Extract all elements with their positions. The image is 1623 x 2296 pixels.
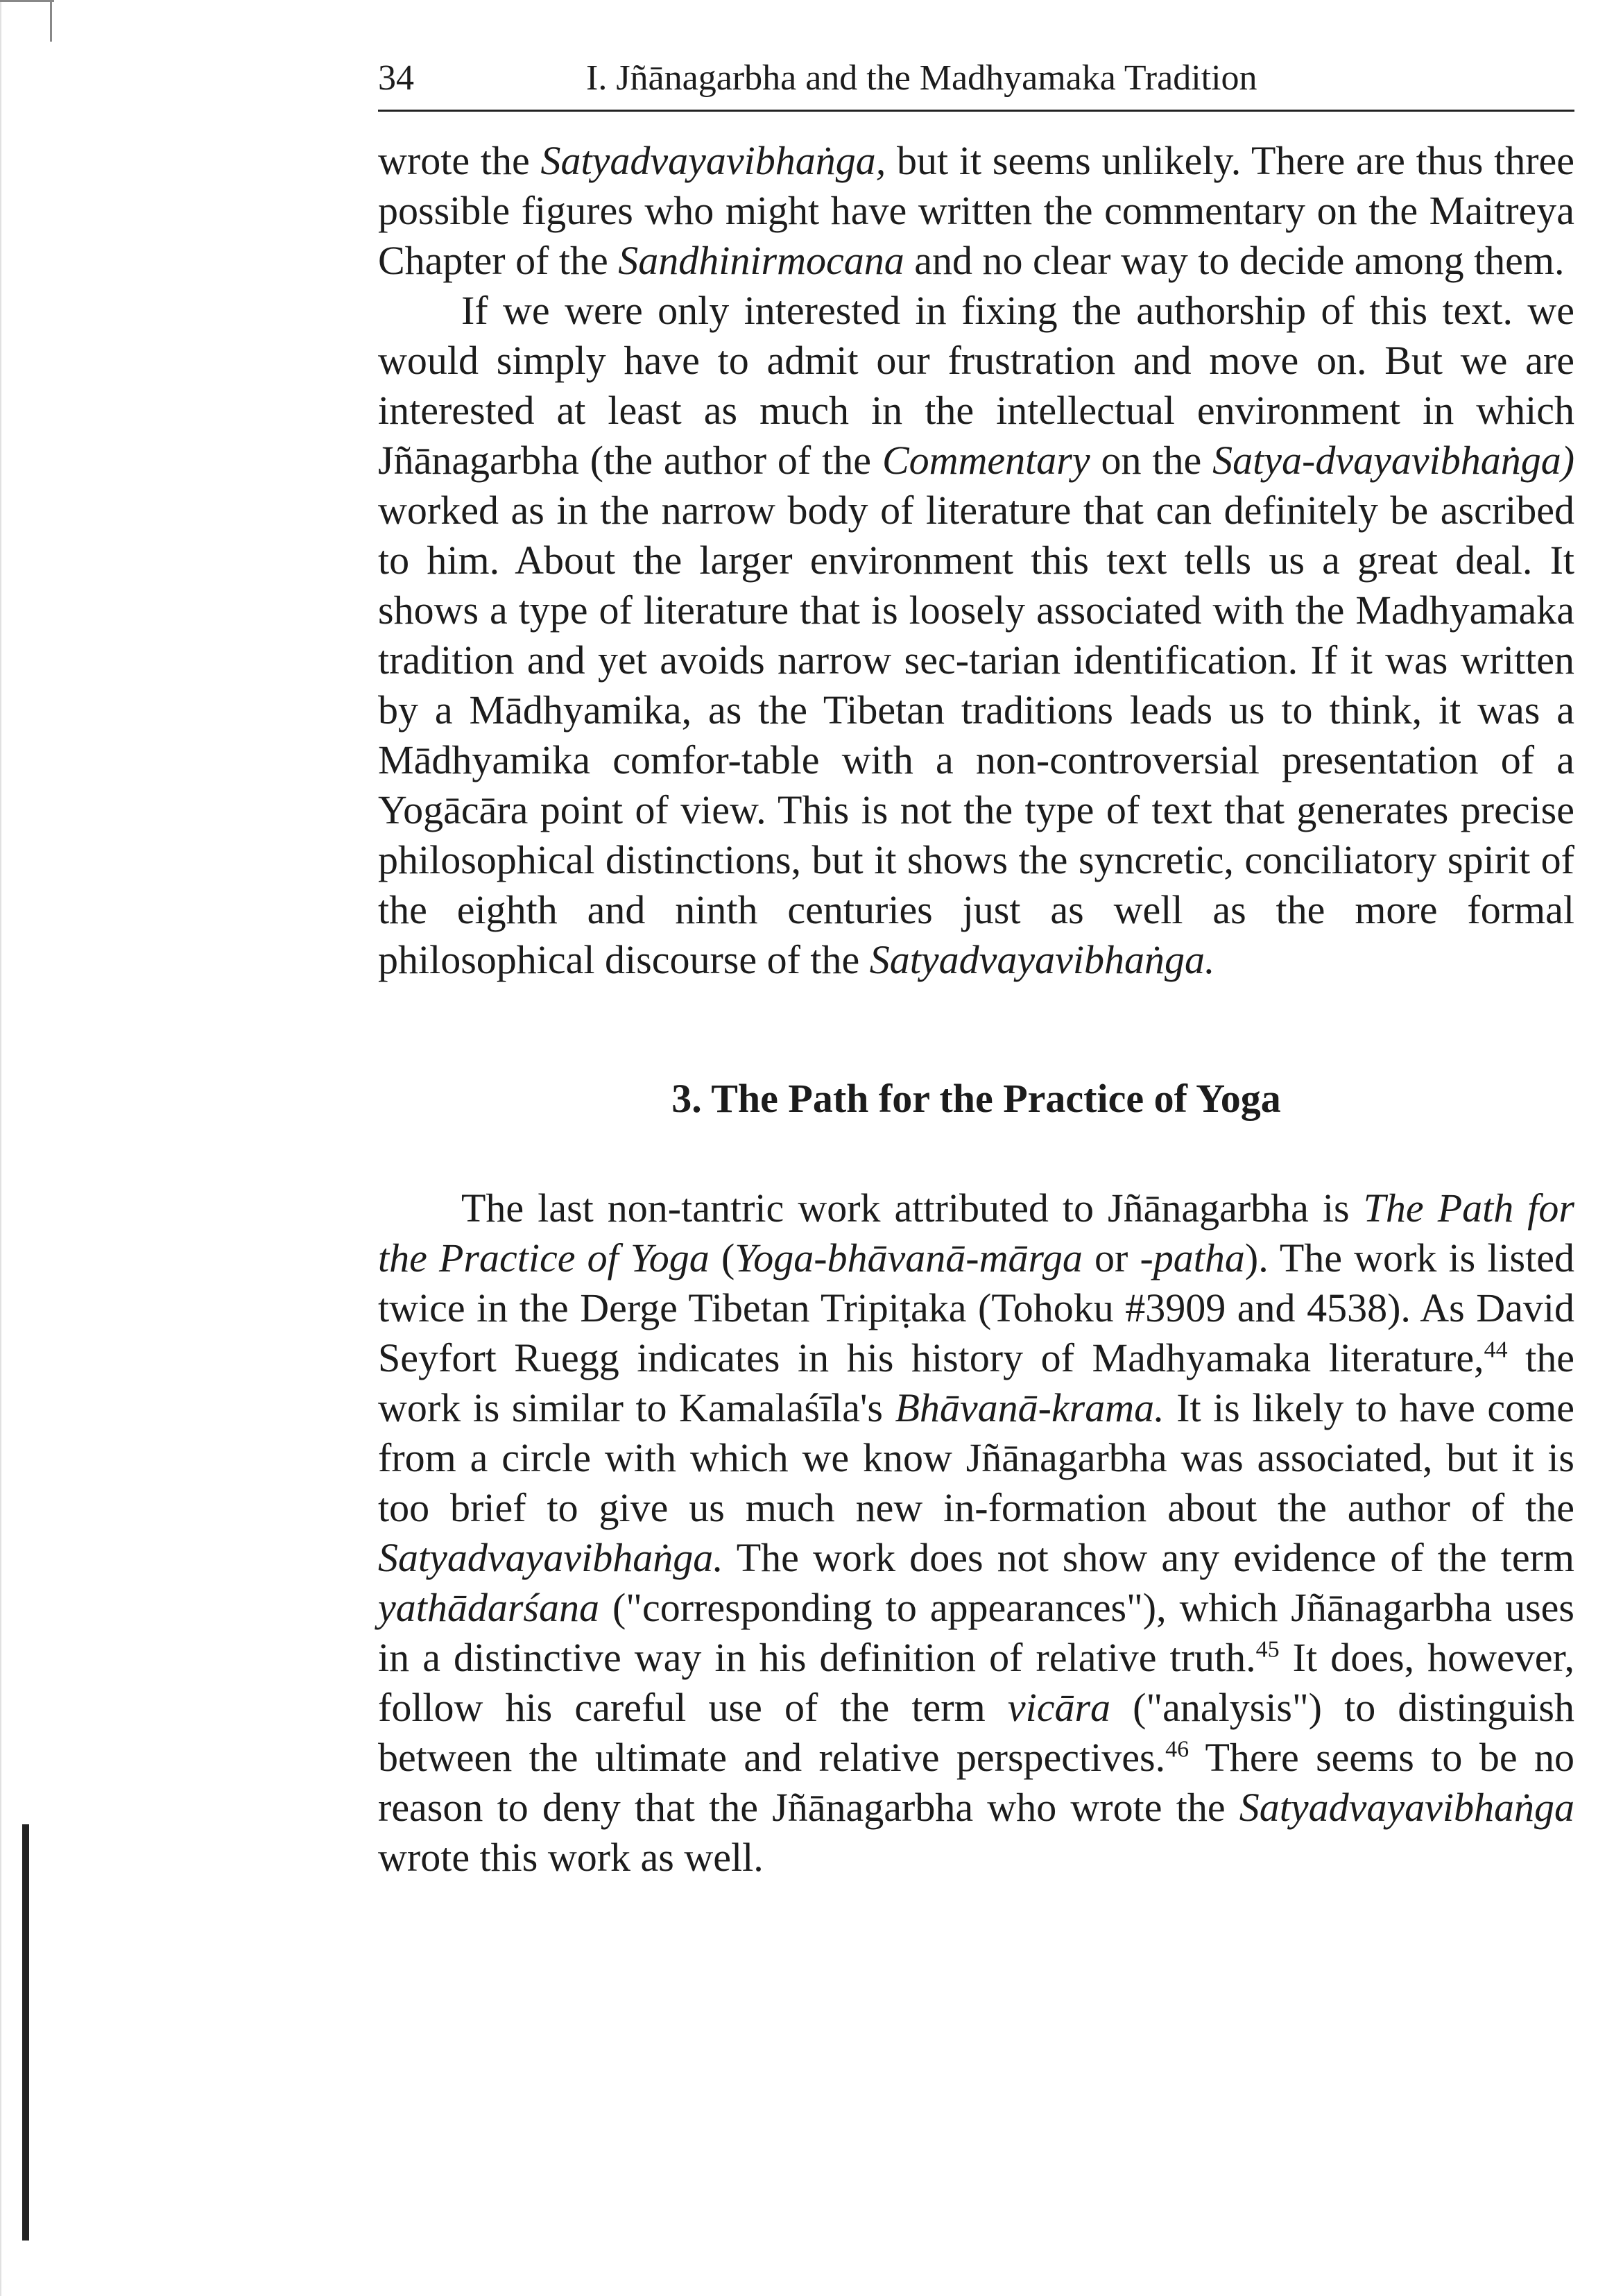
text-run: or [1082,1235,1140,1280]
text-run: ). The work is listed twice in the Derge Tibetan Tripiṭaka (Tohoku #3909 and 4538). As David Seyfort Ruegg indicates in his history of Madhyamaka literature, [378,1235,1574,1380]
text-run: There seems to be no reason to deny that the Jñānagarbha who wrote the [378,1735,1574,1830]
text-run: It is likely to have come from a circle with which we know Jñānagarbha was associated, but it is too brief to give us much new in-formation about the author of the [378,1385,1574,1530]
italic-title: -patha [1140,1235,1245,1280]
italic-title: Bhāvanā-krama. [895,1385,1165,1430]
footnote-marker: 45 [1255,1636,1280,1663]
text-run: The last non-tantric work attributed to Jñānagarbha is [461,1185,1364,1231]
running-head [378,50,1574,107]
text-run: The work does not show any evidence of the term [723,1535,1574,1580]
italic-title: Satyadvayavibhaṅga. [378,1535,723,1580]
header-rule [378,110,1574,112]
text-run: If we were only interested in fixing the authorship of this text. we would simply have to admit our frustration and move on. But we are interested at least as much in the intellectual environment in which Jñānagarbha (the author of the [378,288,1574,483]
italic-title: Satyadvayavibhaṅga [1239,1785,1574,1830]
footnote-marker: 44 [1484,1337,1508,1363]
text-run: but it seems unlikely. There are thus three possible figures who might have written the commentary on the Maitreya Chapter of the [378,138,1574,283]
page-number: 34 [378,58,414,98]
text-run: wrote the [378,138,541,183]
italic-title: Sandhinirmocana [618,238,904,283]
text-run: the work is similar to Kamalaśīla's [378,1335,1574,1430]
text-run: on the [1090,438,1213,483]
italic-term: vicāra [1007,1685,1111,1730]
footnote-marker: 46 [1165,1736,1190,1763]
italic-title: The Path for the Practice of Yoga [378,1185,1574,1280]
text-run: ("corresponding to appearances"), which Jñānagarbha uses in a distinctive way in his definition of relative truth. [378,1585,1574,1680]
paragraph-authorship [378,286,1574,985]
section-heading: 3. The Path for the Practice of Yoga [671,1076,1281,1121]
body-text [378,136,1574,1883]
scan-binding-shadow [22,1824,29,2241]
text-run: ("analysis") to distinguish between the ultimate and relative perspectives. [378,1685,1574,1780]
italic-title: Commentary [882,438,1090,483]
scan-edge [0,0,2,2296]
scan-corner-mark [0,0,54,2]
text-run: and no clear way to decide among them. [904,238,1565,283]
running-title: I. Jñānagarbha and the Madhyamaka Tradition [586,58,1257,98]
paragraph-yoga-path [378,1183,1574,1883]
italic-term: yathādarśana [378,1585,599,1630]
text-run: It does, however, follow his careful use of the term [378,1635,1574,1730]
text-run: worked as in the narrow body of literature that can definitely be ascribed to him. About the larger environment this text tells us a great deal. It shows a type of literature that is loosely associated with the Madhyamaka tradition and yet avoids narrow sec-tarian identification. If it was written by a Mādhyamika, as the Tibetan traditions leads us to think, it was a Mādhyamika comfor-table with a non-controversial presentation of a Yogācāra point of view. This is not the type of text that generates precise philosophical distinctions, but it shows the syncretic, conciliatory spirit of the eighth and ninth centuries just as well as the more formal philosophical discourse of the [378,488,1574,982]
italic-title: Satyadvayavibhaṅga, [540,138,886,183]
italic-title: Yoga-bhāvanā-mārga [735,1235,1083,1280]
italic-title: Satyadvayavibhaṅga. [869,937,1215,982]
text-run: ( [709,1235,735,1280]
text-run: wrote this work as well. [378,1835,764,1880]
scan-corner-mark-vertical [50,0,52,42]
paragraph-continuation [378,136,1574,286]
italic-title: Satya-dvayavibhaṅga) [1212,438,1575,483]
